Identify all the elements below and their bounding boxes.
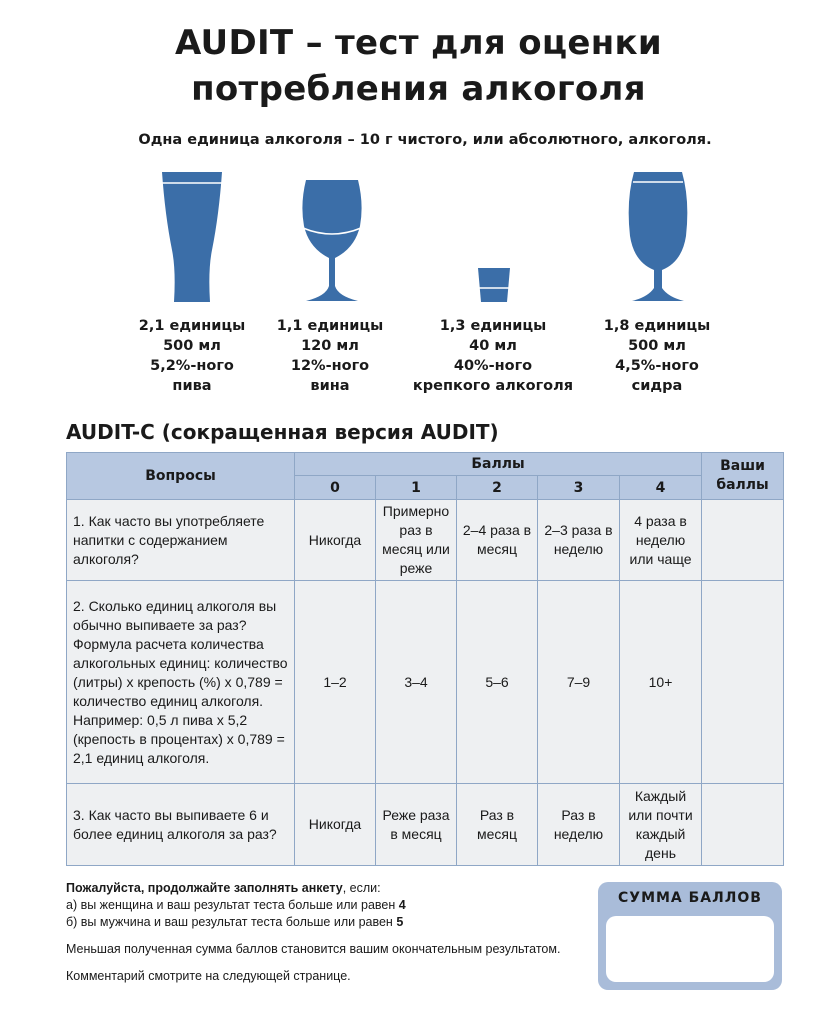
points-3-header: 3 — [538, 476, 620, 500]
shot-glass-icon — [476, 266, 512, 304]
audit-c-table — [66, 452, 784, 866]
points-1-header: 1 — [376, 476, 457, 500]
condition-male: б) вы мужчина и ваш результат теста больше или равен 5 — [66, 915, 404, 929]
points-header: Баллы — [295, 453, 702, 476]
score-total-label: СУММА БАЛЛОВ — [618, 890, 762, 906]
points-4-header: 4 — [620, 476, 702, 500]
answer-cell[interactable]: 1–2 — [295, 581, 376, 784]
answer-cell[interactable]: Примерно раз в месяц или реже — [376, 500, 457, 581]
score-cell-3[interactable] — [702, 784, 784, 866]
instructions — [66, 880, 560, 985]
question-2: 2. Сколько единиц алкоголя вы обычно выпиваете за раз? Формула расчета количества алкогольных единиц: количество (литры) x крепость (%) x 0,789 = количество единиц алкоголя. Например: 0,5 л пива x 5,2 (крепость в процентах) x 0,789 = 2,1 единиц алкоголя. — [67, 581, 295, 784]
answer-cell[interactable]: Никогда — [295, 784, 376, 866]
score-cell-2[interactable] — [702, 581, 784, 784]
spirits-type: крепкого алкоголя — [412, 378, 574, 394]
table-row — [67, 581, 784, 784]
beer-glass-icon — [160, 170, 224, 304]
answer-cell[interactable]: 5–6 — [457, 581, 538, 784]
comment-note: Комментарий смотрите на следующей странице. — [66, 969, 351, 983]
cider-strength: 4,5%-ного — [615, 358, 699, 374]
beer-units: 2,1 единицы — [138, 318, 246, 334]
points-2-header: 2 — [457, 476, 538, 500]
answer-cell[interactable]: 2–4 раза в месяц — [457, 500, 538, 581]
answer-cell[interactable]: 4 раза в неделю или чаще — [620, 500, 702, 581]
cider-caption — [557, 316, 757, 396]
question-1: 1. Как часто вы употребляете напитки с содержанием алкоголя? — [67, 500, 295, 581]
answer-cell[interactable]: Никогда — [295, 500, 376, 581]
score-cell-1[interactable] — [702, 500, 784, 581]
question-3: 3. Как часто вы выпиваете 6 и более единиц алкоголя за раз? — [67, 784, 295, 866]
points-0-header: 0 — [295, 476, 376, 500]
condition-female: а) вы женщина и ваш результат теста больше или равен 4 — [66, 898, 406, 912]
answer-cell[interactable]: 7–9 — [538, 581, 620, 784]
instructions-lead: Пожалуйста, продолжайте заполнять анкету, если: — [66, 881, 381, 895]
score-total-box — [598, 882, 782, 990]
unit-definition: Одна единица алкоголя – 10 г чистого, или абсолютного, алкоголя. — [138, 132, 712, 148]
spirits-units: 1,3 единицы — [439, 318, 547, 334]
spirits-volume: 40 мл — [469, 338, 517, 354]
beer-strength: 5,2%-ного — [150, 358, 234, 374]
cider-units: 1,8 единицы — [603, 318, 711, 334]
cider-volume: 500 мл — [628, 338, 686, 354]
page-title — [0, 20, 837, 112]
questions-header: Вопросы — [67, 453, 295, 500]
wine-volume: 120 мл — [301, 338, 359, 354]
answer-cell[interactable]: Раз в месяц — [457, 784, 538, 866]
beer-volume: 500 мл — [163, 338, 221, 354]
audit-c-title: AUDIT-C (сокращенная версия AUDIT) — [66, 420, 499, 444]
title-line-2: потребления алкоголя — [191, 69, 646, 109]
cider-glass-icon — [626, 170, 690, 304]
score-total-field[interactable] — [606, 916, 774, 982]
final-note: Меньшая полученная сумма баллов становится вашим окончательным результатом. — [66, 942, 561, 956]
answer-cell[interactable]: Каждый или почти каждый день — [620, 784, 702, 866]
answer-cell[interactable]: 2–3 раза в неделю — [538, 500, 620, 581]
table-row — [67, 500, 784, 581]
wine-type: вина — [310, 378, 350, 394]
wine-units: 1,1 единицы — [276, 318, 384, 334]
wine-glass-icon — [300, 178, 364, 304]
title-line-1: AUDIT – тест для оценки — [174, 23, 663, 63]
beer-type: пива — [172, 378, 212, 394]
answer-cell[interactable]: Реже раза в месяц — [376, 784, 457, 866]
spirits-strength: 40%-ного — [453, 358, 533, 374]
answer-cell[interactable]: 3–4 — [376, 581, 457, 784]
answer-cell[interactable]: 10+ — [620, 581, 702, 784]
answer-cell[interactable]: Раз в неделю — [538, 784, 620, 866]
wine-strength: 12%-ного — [290, 358, 370, 374]
your-points-header: Ваши баллы — [702, 453, 784, 500]
table-row — [67, 784, 784, 866]
cider-type: сидра — [631, 378, 683, 394]
